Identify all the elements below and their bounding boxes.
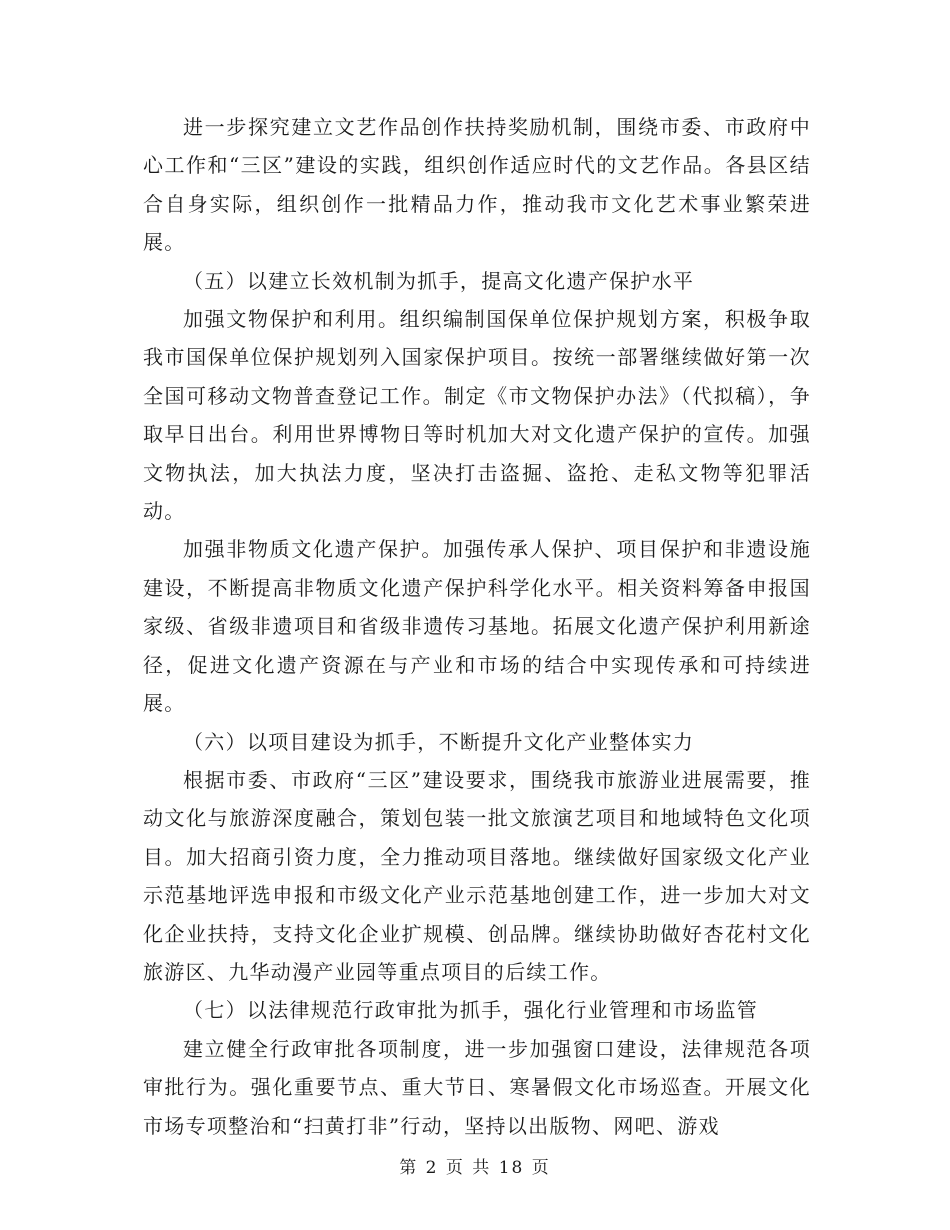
section-heading-5: （五）以建立长效机制为抓手，提高文化遗产保护水平 [183,268,695,293]
paragraph-arts-creation: 进一步探究建立文艺作品创作扶持奖励机制，围绕市委、市政府中心工作和“三区”建设的实践，组织创作适应时代的文艺作品。各县区结合自身实际，组织创作一批精品力作，推动我市文化艺术事业繁荣进展。 [143,115,811,255]
paragraph-administrative-approval: 建立健全行政审批各项制度，进一步加强窗口建设，法律规范各项审批行为。强化重要节点、重大节日、寒暑假文化市场巡查。开展文化市场专项整治和“扫黄打非”行动，坚持以出版物、网吧、游戏 [143,1036,811,1138]
paragraph-cultural-industry: 根据市委、市政府“三区”建设要求，围绕我市旅游业进展需要，推动文化与旅游深度融合，策划包装一批文旅演艺项目和地域特色文化项目。加大招商引资力度，全力推动项目落地。继续做好国家级文化产业示范基地评选申报和市级文化产业示范基地创建工作，进一步加大对文化企业扶持，支持文化企业扩规模、创品牌。继续协助做好杏花村文化旅游区、九华动漫产业园等重点项目的后续工作。 [143,767,811,984]
section-heading-7: （七）以法律规范行政审批为抓手，强化行业管理和市场监管 [183,998,759,1023]
document-body [143,108,811,1145]
page-number-footer: 第 2 页 共 18 页 [399,1158,551,1178]
section-heading-6: （六）以项目建设为抓手，不断提升文化产业整体实力 [183,729,695,754]
paragraph-cultural-relics: 加强文物保护和利用。组织编制国保单位保护规划方案，积极争取我市国保单位保护规划列入国家保护项目。按统一部署继续做好第一次全国可移动文物普查登记工作。制定《市文物保护办法》（代拟稿），争取早日出台。利用世界博物日等时机加大对文化遗产保护的宣传。加强文物执法，加大执法力度，坚决打击盗掘、盗抢、走私文物等犯罪活动。 [143,307,811,524]
paragraph-intangible-heritage: 加强非物质文化遗产保护。加强传承人保护、项目保护和非遗设施建设，不断提高非物质文化遗产保护科学化水平。相关资料筹备申报国家级、省级非遗项目和省级非遗传习基地。拓展文化遗产保护利用新途径，促进文化遗产资源在与产业和市场的结合中实现传承和可持续进展。 [143,537,811,716]
